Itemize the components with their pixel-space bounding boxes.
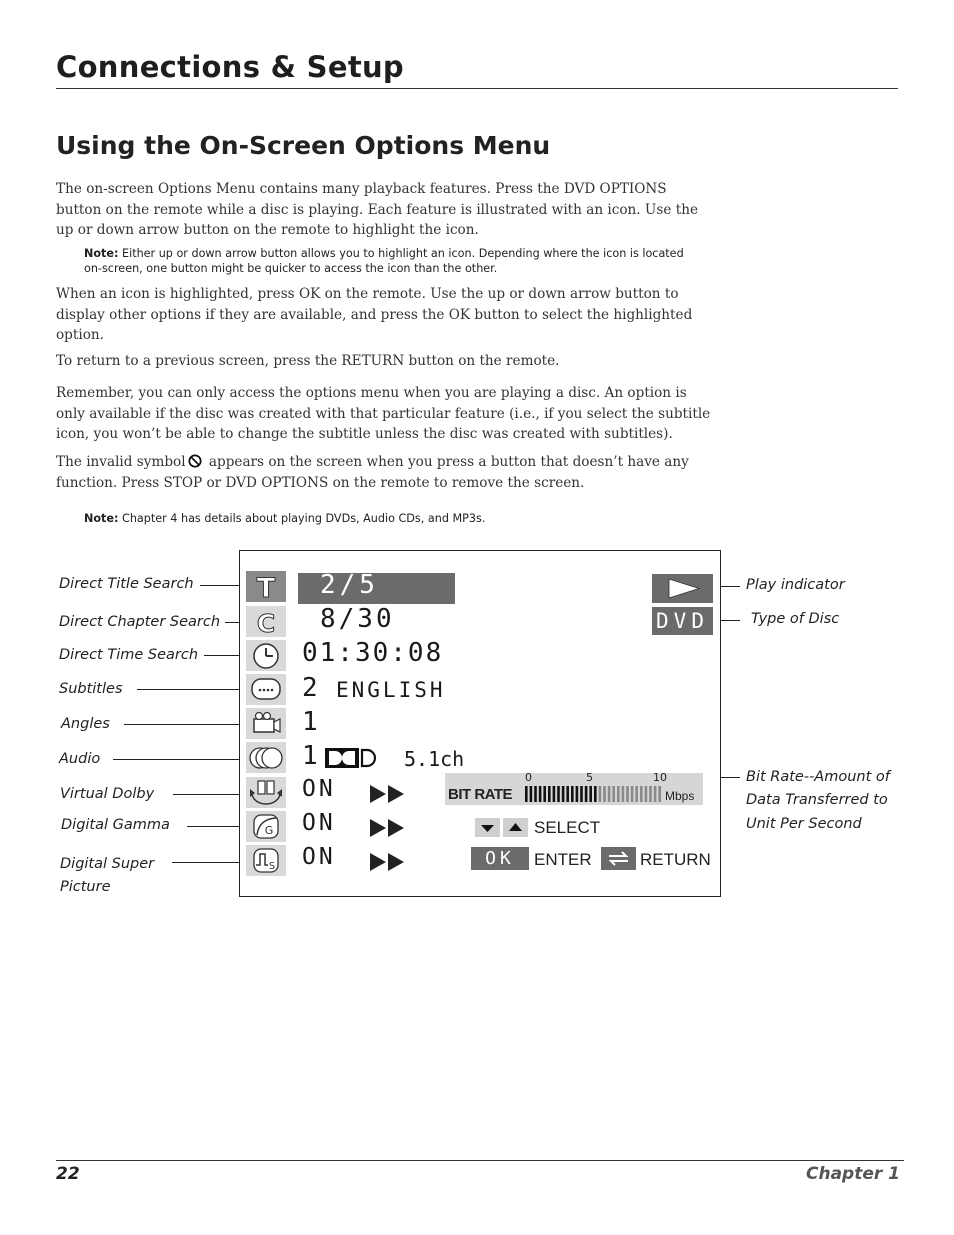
label-direct-title-search: Direct Title Search bbox=[59, 576, 194, 592]
osd-audio-format: 5.1ch bbox=[404, 747, 465, 771]
paragraph-intro: The on-screen Options Menu contains many playback features. Press the DVD OPTIONS button on the remote while a disc is playing. Each feature is illustrated with an icon. Use the up or down arrow button on the remote to highlight the icon. bbox=[56, 181, 698, 238]
leader-line bbox=[173, 794, 246, 795]
down-arrow-icon[interactable] bbox=[475, 818, 500, 837]
label-virtual-dolby: Virtual Dolby bbox=[60, 786, 155, 802]
label-angles: Angles bbox=[61, 716, 110, 732]
audio-icon[interactable] bbox=[246, 742, 286, 773]
bitrate-label: BIT RATE bbox=[448, 786, 513, 803]
label-digital-super: Digital Super bbox=[60, 856, 155, 872]
label-direct-chapter-search: Direct Chapter Search bbox=[59, 614, 221, 630]
section-title: Connections & Setup bbox=[56, 50, 404, 84]
osd-time-value: 01:30:08 bbox=[302, 638, 444, 668]
bitrate-scale-10: 10 bbox=[653, 771, 667, 784]
note-text: Chapter 4 has details about playing DVDs, Audio CDs, and MP3s. bbox=[118, 512, 486, 525]
osd-dolby-value: ON bbox=[302, 776, 336, 802]
bitrate-bar bbox=[594, 786, 597, 802]
bitrate-bar bbox=[599, 786, 602, 802]
paragraph-highlighted: When an icon is highlighted, press OK on the remote. Use the up or down arrow button to display other options if they are available, and press the OK button to select the highlighted option. bbox=[56, 286, 693, 343]
digital-gamma-icon[interactable] bbox=[246, 811, 286, 842]
bitrate-bar bbox=[576, 786, 579, 802]
bitrate-bar bbox=[608, 786, 611, 802]
bitrate-scale-0: 0 bbox=[525, 771, 532, 784]
invalid-text-after: appears on the screen when you press a button that doesn’t have any function. Press STOP or DVD OPTIONS on the remote to remove the screen. bbox=[56, 454, 689, 491]
bitrate-bar bbox=[622, 786, 625, 802]
note-chapter4 bbox=[84, 511, 684, 526]
bitrate-bar bbox=[562, 786, 565, 802]
return-icon[interactable] bbox=[601, 847, 636, 870]
svg-text:S: S bbox=[268, 861, 276, 872]
osd-chapter-value: 8/30 bbox=[320, 604, 395, 634]
bitrate-meter bbox=[445, 773, 703, 805]
note-label: Note: bbox=[84, 247, 119, 260]
bitrate-bar bbox=[617, 786, 620, 802]
osd-angle-value: 1 bbox=[302, 707, 318, 737]
bitrate-bars bbox=[525, 785, 665, 803]
page-heading: Using the On-Screen Options Menu bbox=[56, 131, 551, 160]
label-bitrate-3: Unit Per Second bbox=[746, 816, 862, 832]
svg-text:G: G bbox=[264, 824, 274, 837]
bitrate-scale-5: 5 bbox=[586, 771, 593, 784]
paragraph-invalid bbox=[56, 452, 716, 493]
bitrate-bar bbox=[580, 786, 583, 802]
svg-text:T: T bbox=[256, 573, 276, 602]
up-arrow-icon[interactable] bbox=[503, 818, 528, 837]
label-type-of-disc: Type of Disc bbox=[751, 611, 840, 627]
fast-forward-icon[interactable] bbox=[368, 783, 410, 805]
dolby-digital-icon bbox=[324, 747, 378, 769]
leader-line bbox=[172, 862, 246, 863]
invalid-text-before: The invalid symbol bbox=[56, 454, 186, 470]
paragraph-return: To return to a previous screen, press the RETURN button on the remote. bbox=[56, 353, 560, 369]
bitrate-bar bbox=[539, 786, 542, 802]
leader-line bbox=[124, 724, 246, 725]
virtual-dolby-icon[interactable] bbox=[246, 777, 286, 808]
label-play-indicator: Play indicator bbox=[746, 577, 845, 593]
leader-line bbox=[187, 826, 246, 827]
bitrate-bar bbox=[654, 786, 657, 802]
paragraph-remember: Remember, you can only access the options menu when you are playing a disc. An option is only available if the disc was created with that particular feature (i.e., if you select the subtitle icon, you won’t be able to change the subtitle unless the disc was created with subtitles). bbox=[56, 385, 711, 442]
label-bitrate-2: Data Transferred to bbox=[746, 792, 888, 808]
note-highlight bbox=[84, 246, 684, 276]
osd-screen bbox=[239, 550, 721, 897]
select-hint: SELECT bbox=[534, 818, 601, 837]
bitrate-bar bbox=[635, 786, 638, 802]
bitrate-unit: Mbps bbox=[665, 789, 695, 803]
bitrate-bar bbox=[548, 786, 551, 802]
enter-hint: ENTER bbox=[534, 850, 592, 869]
leader-line bbox=[137, 689, 246, 690]
return-hint: RETURN bbox=[640, 850, 711, 869]
fast-forward-icon[interactable] bbox=[368, 851, 410, 873]
page-number: 22 bbox=[56, 1164, 80, 1184]
digital-super-picture-icon[interactable] bbox=[246, 845, 286, 876]
osd-subtitle-language: ENGLISH bbox=[336, 678, 446, 702]
bitrate-bar bbox=[640, 786, 643, 802]
label-bitrate-1: Bit Rate--Amount of bbox=[746, 769, 890, 785]
bitrate-bar bbox=[557, 786, 560, 802]
ok-button[interactable]: OK bbox=[471, 847, 529, 870]
bitrate-bar bbox=[612, 786, 615, 802]
label-digital-gamma: Digital Gamma bbox=[61, 817, 170, 833]
bitrate-bar bbox=[553, 786, 556, 802]
note-text: Either up or down arrow button allows you to highlight an icon. Depending where the icon is located on-screen, one button might be quicker to access the icon than the other. bbox=[84, 247, 684, 275]
bitrate-bar bbox=[543, 786, 546, 802]
bitrate-bar bbox=[525, 786, 528, 802]
label-audio: Audio bbox=[59, 751, 101, 767]
osd-title-value: 2/5 bbox=[320, 570, 379, 600]
chapter-search-icon[interactable] bbox=[246, 606, 286, 637]
title-search-icon[interactable] bbox=[246, 571, 286, 602]
bitrate-bar bbox=[603, 786, 606, 802]
bitrate-bar bbox=[626, 786, 629, 802]
bitrate-bar bbox=[649, 786, 652, 802]
bitrate-bar bbox=[589, 786, 592, 802]
osd-gamma-value: ON bbox=[302, 810, 336, 836]
play-indicator bbox=[652, 574, 713, 603]
label-subtitles: Subtitles bbox=[59, 681, 123, 697]
time-search-icon[interactable] bbox=[246, 640, 286, 671]
subtitles-icon[interactable] bbox=[246, 674, 286, 705]
bitrate-bar bbox=[585, 786, 588, 802]
chapter-label: Chapter 1 bbox=[805, 1164, 900, 1184]
osd-subtitle-number: 2 bbox=[302, 673, 318, 703]
bitrate-bar bbox=[658, 786, 661, 802]
angles-icon[interactable] bbox=[246, 708, 286, 739]
bitrate-bar bbox=[571, 786, 574, 802]
header-rule bbox=[56, 88, 898, 89]
osd-audio-number: 1 bbox=[302, 741, 318, 771]
osd-super-value: ON bbox=[302, 844, 336, 870]
disc-type-badge: DVD bbox=[652, 607, 713, 635]
label-picture: Picture bbox=[60, 879, 111, 895]
label-direct-time-search: Direct Time Search bbox=[59, 647, 199, 663]
invalid-symbol-icon bbox=[188, 454, 202, 468]
bitrate-bar bbox=[645, 786, 648, 802]
footer-rule bbox=[56, 1160, 904, 1161]
play-icon bbox=[652, 574, 713, 603]
leader-line bbox=[113, 759, 246, 760]
bitrate-bar bbox=[631, 786, 634, 802]
svg-text:C: C bbox=[256, 609, 276, 637]
bitrate-bar bbox=[530, 786, 533, 802]
note-label: Note: bbox=[84, 512, 119, 525]
bitrate-bar bbox=[566, 786, 569, 802]
bitrate-bar bbox=[534, 786, 537, 802]
fast-forward-icon[interactable] bbox=[368, 817, 410, 839]
